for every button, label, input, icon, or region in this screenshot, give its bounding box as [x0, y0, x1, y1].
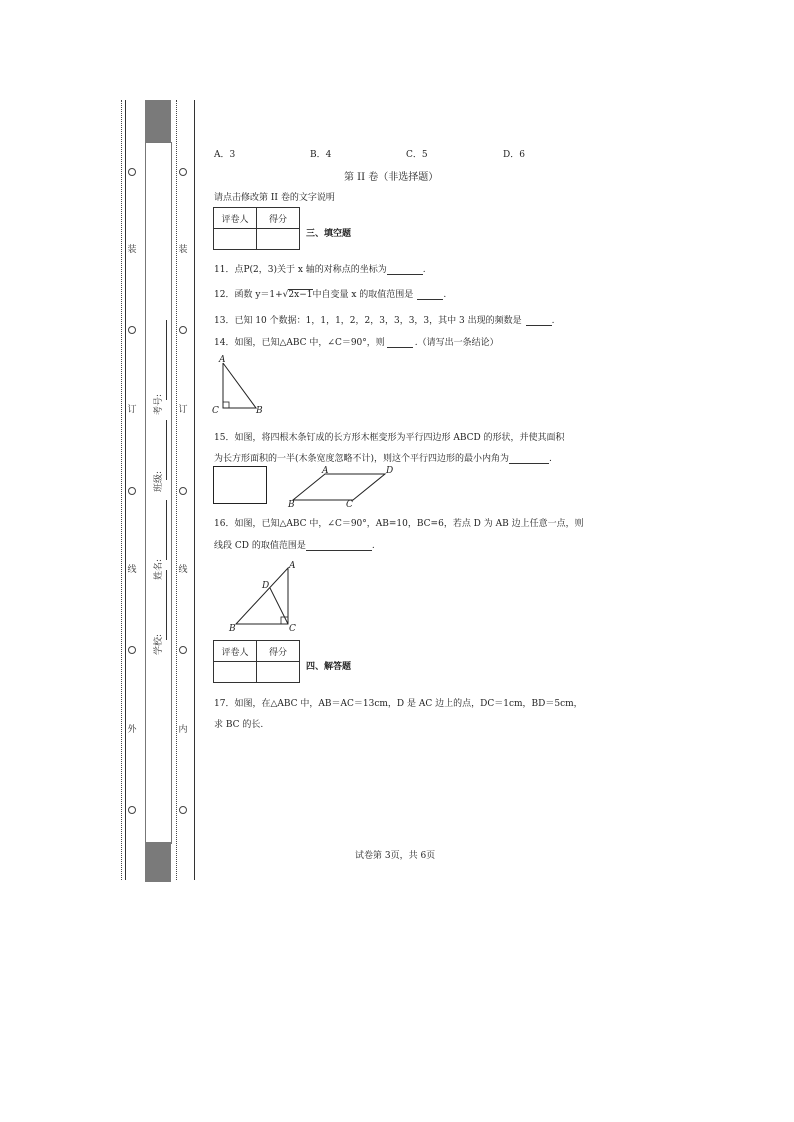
sqrt-sign: √ — [282, 290, 289, 300]
option-b: B．4 — [310, 150, 332, 160]
figure-16-label-b: B — [229, 624, 236, 634]
figure-15-label-b: B — [288, 500, 295, 510]
field-name-underline — [166, 500, 167, 560]
question-14-note: .（请写出一条结论） — [414, 338, 499, 348]
field-name-label: 姓名: — [154, 558, 164, 580]
figure-14-label-a: A — [219, 355, 226, 365]
question-17-line-2: 求 BC 的长. — [214, 720, 264, 730]
inner-seal-char-2: 订 — [178, 405, 188, 415]
answer-blank-14[interactable] — [387, 338, 413, 348]
outer-circle-3 — [128, 487, 136, 495]
question-12-radicand: 2x−1 — [288, 290, 313, 300]
margin-dark-block-top — [145, 100, 171, 142]
question-14-text: 14．如图，已知△ABC 中，∠C＝90°，则 — [214, 338, 385, 348]
inner-dotted-rule — [176, 100, 177, 880]
figure-15-label-a: A — [322, 466, 329, 476]
page-footer: 试卷第 3页，共 6页 — [355, 851, 436, 861]
figure-15-label-c: C — [346, 500, 353, 510]
figure-15-label-d: D — [386, 466, 394, 476]
inner-circle-5 — [179, 806, 187, 814]
figure-14-label-b: B — [256, 406, 263, 416]
score-table-2 — [213, 640, 300, 683]
score-table-grader-cell — [214, 229, 257, 250]
question-11: 11．点P(2，3)关于 x 轴的对称点的坐标为 . — [214, 265, 426, 275]
outer-seal-char-3: 线 — [127, 565, 137, 575]
question-12: 12．函数 y＝1+√2x−1中自变量 x 的取值范围是 . — [214, 290, 447, 300]
score-table-score: 得分 — [257, 208, 300, 229]
question-16-line-2-text: 线段 CD 的取值范围是 — [214, 541, 306, 551]
question-15-line-1: 15．如图，将四根木条钉成的长方形木框变形为平行四边形 ABCD 的形状，并使其面积 — [214, 433, 565, 443]
margin-dark-block-bottom — [145, 842, 171, 882]
inner-circle-4 — [179, 646, 187, 654]
field-school-label: 学校: — [154, 633, 164, 655]
inner-circle-3 — [179, 487, 187, 495]
option-c: C．5 — [406, 150, 428, 160]
question-13: 13．已知 10 个数据：1，1，1，2，2，3，3，3，3，其中 3 出现的频数是 . — [214, 316, 555, 326]
section-note: 请点击修改第 II 卷的文字说明 — [214, 193, 335, 203]
question-16-line-1: 16．如图，已知△ABC 中，∠C＝90°，AB=10，BC=6，若点 D 为 AB 边上任意一点，则 — [214, 519, 584, 529]
inner-solid-rule — [194, 100, 195, 880]
inner-seal-char-1: 装 — [178, 245, 188, 255]
inner-circle-2 — [179, 326, 187, 334]
outer-seal-char-1: 装 — [127, 245, 137, 255]
answer-blank-12[interactable] — [417, 290, 443, 300]
figure-16-label-d: D — [262, 581, 270, 591]
option-d: D．6 — [503, 150, 525, 160]
question-12-post: 中自变量 x 的取值范围是 — [312, 290, 414, 300]
score-table-2-score: 得分 — [257, 641, 300, 662]
score-table-2-score-cell — [257, 662, 300, 683]
figure-16-label-a: A — [289, 561, 296, 571]
margin-field-band — [145, 142, 172, 844]
outer-solid-rule — [125, 100, 126, 880]
figure-14-label-c: C — [212, 406, 219, 416]
section-title: 第 II 卷（非选择题） — [344, 172, 439, 183]
field-class-label: 班级: — [154, 470, 164, 492]
field-school-underline — [166, 570, 167, 640]
outer-circle-1 — [128, 168, 136, 176]
answer-blank-11[interactable] — [387, 265, 423, 275]
outer-circle-2 — [128, 326, 136, 334]
score-table-2-grader: 评卷人 — [214, 641, 257, 662]
inner-seal-char-4: 内 — [178, 725, 188, 735]
answer-blank-13[interactable] — [526, 316, 552, 326]
inner-circle-1 — [179, 168, 187, 176]
figure-16-label-c: C — [289, 624, 296, 634]
answer-blank-15[interactable] — [509, 454, 549, 464]
figure-15-parallelogram — [285, 466, 395, 512]
question-15-line-2-text: 为长方形面积的一半(木条宽度忽略不计)，则这个平行四边形的最小内角为 — [214, 454, 510, 464]
question-11-text: 11．点P(2，3)关于 x 轴的对称点的坐标为 — [214, 265, 387, 275]
question-12-pre: 12．函数 y＝1+ — [214, 290, 283, 300]
option-a: A．3 — [214, 150, 236, 160]
answer-blank-16[interactable] — [306, 541, 372, 551]
question-14 — [214, 335, 499, 348]
outer-seal-char-4: 外 — [127, 725, 137, 735]
field-id-underline — [166, 320, 167, 400]
part3-title: 三、填空题 — [306, 229, 352, 239]
question-13-text: 13．已知 10 个数据：1，1，1，2，2，3，3，3，3，其中 3 出现的频数是 — [214, 316, 522, 326]
score-table-1 — [213, 207, 300, 250]
outer-dotted-rule — [121, 100, 122, 880]
score-table-score-cell — [257, 229, 300, 250]
outer-circle-4 — [128, 646, 136, 654]
field-class-underline — [166, 420, 167, 480]
field-id-label: 考号: — [154, 393, 164, 415]
outer-seal-char-2: 订 — [127, 405, 137, 415]
question-17-line-1: 17．如图，在△ABC 中，AB＝AC＝13cm，D 是 AC 边上的点，DC＝1cm，BD＝5cm， — [214, 699, 583, 709]
question-15-line-2: 为长方形面积的一半(木条宽度忽略不计)，则这个平行四边形的最小内角为 . — [214, 454, 552, 464]
question-16-line-2: 线段 CD 的取值范围是 . — [214, 541, 375, 551]
score-table-grader: 评卷人 — [214, 208, 257, 229]
figure-15-rectangle — [213, 466, 267, 504]
inner-seal-char-3: 线 — [178, 565, 188, 575]
outer-circle-5 — [128, 806, 136, 814]
part4-title: 四、解答题 — [306, 662, 352, 672]
score-table-2-grader-cell — [214, 662, 257, 683]
